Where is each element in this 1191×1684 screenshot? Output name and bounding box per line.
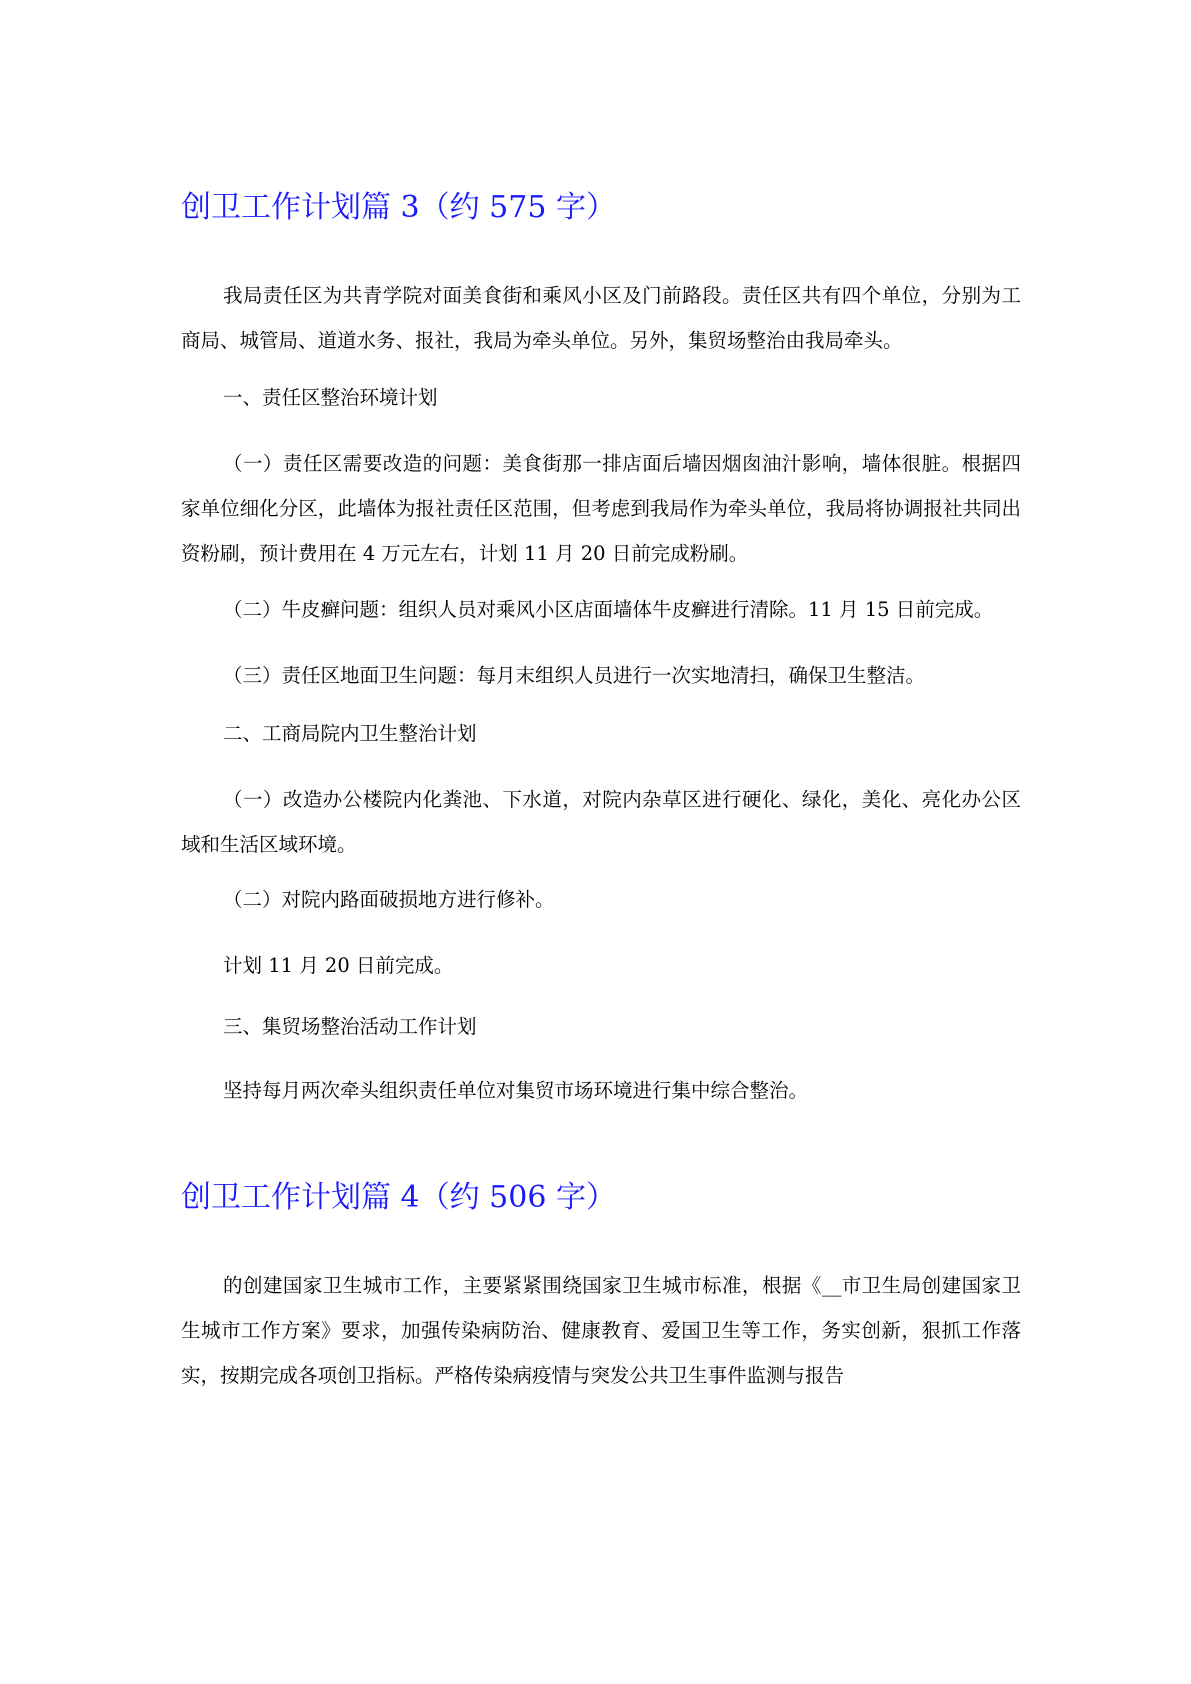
section-3-subheading-2: 二、工商局院内卫生整治计划	[223, 722, 477, 745]
section-3-paragraph-6: （二）对院内路面破损地方进行修补。	[223, 888, 555, 911]
section-3-paragraph-7: 计划 11 月 20 日前完成。	[223, 954, 454, 977]
section-3-subheading-3: 三、集贸场整治活动工作计划	[223, 1015, 477, 1038]
section-3-paragraph-3: （二）牛皮癣问题：组织人员对乘风小区店面墙体牛皮癣进行清除。11 月 15 日前完成。	[223, 598, 994, 621]
section-3-paragraph-5: （一）改造办公楼院内化粪池、下水道，对院内杂草区进行硬化、绿化，美化、亮化办公区域和生活区域环境。	[181, 788, 1021, 856]
section-3-paragraph-8: 坚持每月两次牵头组织责任单位对集贸市场环境进行集中综合整治。	[223, 1079, 809, 1102]
section-4-title: 创卫工作计划篇 4（约 506 字）	[181, 1180, 616, 1215]
section-3-paragraph-4: （三）责任区地面卫生问题：每月末组织人员进行一次实地清扫，确保卫生整洁。	[223, 664, 926, 687]
section-3-subheading-1: 一、责任区整治环境计划	[223, 386, 438, 409]
section-4-paragraph-1: 的创建国家卫生城市工作，主要紧紧围绕国家卫生城市标准，根据《__市卫生局创建国家卫生城市工作方案》要求，加强传染病防治、健康教育、爱国卫生等工作，务实创新，狠抓工作落实，按期完成各项创卫指标。严格传染病疫情与突发公共卫生事件监测与报告	[181, 1274, 1021, 1387]
section-3-paragraph-2: （一）责任区需要改造的问题：美食街那一排店面后墙因烟囱油汁影响，墙体很脏。根据四家单位细化分区，此墙体为报社责任区范围，但考虑到我局作为牵头单位，我局将协调报社共同出资粉刷，预计费用在 4 万元左右，计划 11 月 20 日前完成粉刷。	[181, 452, 1021, 565]
section-3-title: 创卫工作计划篇 3（约 575 字）	[181, 190, 616, 225]
section-3-paragraph-1: 我局责任区为共青学院对面美食街和乘风小区及门前路段。责任区共有四个单位，分别为工商局、城管局、道道水务、报社，我局为牵头单位。另外，集贸场整治由我局牵头。	[181, 284, 1021, 352]
